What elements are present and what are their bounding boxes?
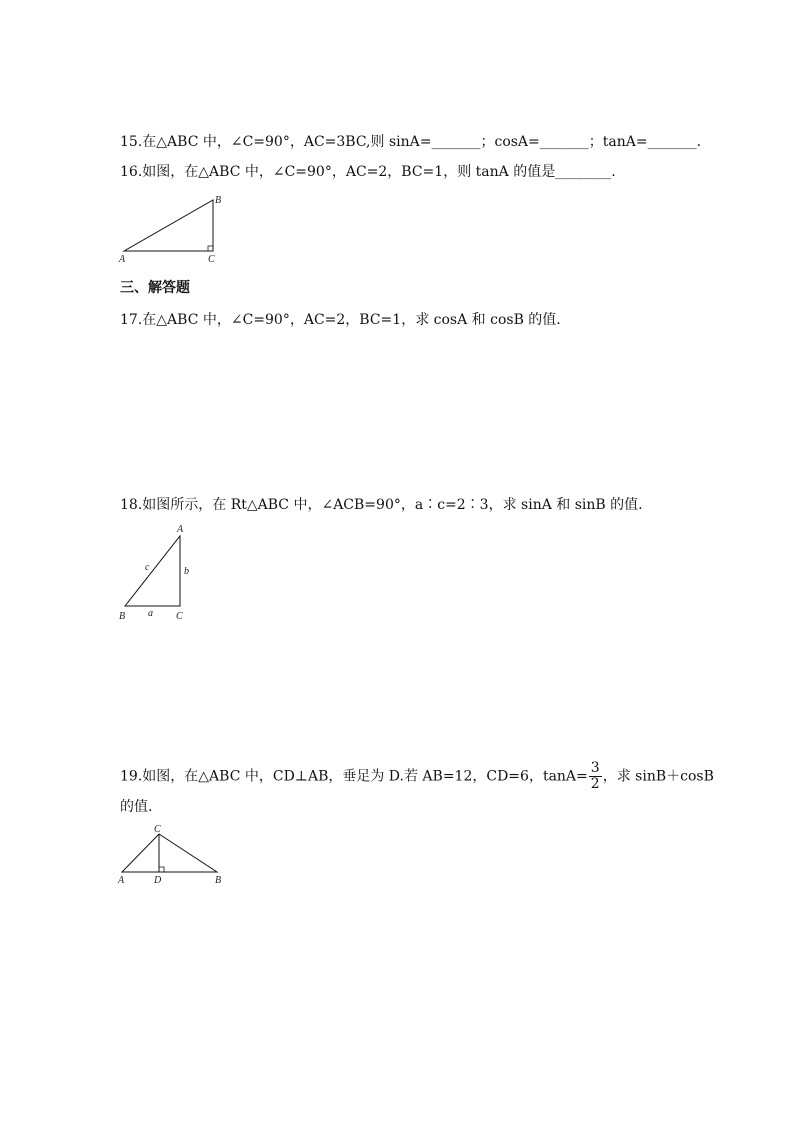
vertex-label-a: A [177, 524, 184, 535]
side-label-b: b [184, 566, 189, 577]
question-15: 15.在△ABC 中，∠C=90°，AC=3BC,则 sinA=_______；cosA=_______；tanA=_______. [120, 134, 702, 150]
foot-label-d: D [154, 875, 162, 886]
vertex-label-c: C [154, 824, 161, 835]
figure-q16-triangle [118, 193, 228, 265]
vertex-label-c: C [208, 254, 215, 265]
question-19-text-before: 19.如图，在△ABC 中，CD⊥AB，垂足为 D.若 AB=12，CD=6，tanA= [120, 768, 588, 785]
vertex-label-a: A [118, 875, 125, 886]
fraction-denominator: 2 [590, 776, 600, 792]
question-18: 18.如图所示，在 Rt△ABC 中，∠ACB=90°，a∶c=2∶3，求 sinA 和 sinB 的值. [120, 497, 643, 513]
vertex-label-c: C [176, 611, 183, 622]
vertex-label-b: B [215, 875, 222, 886]
figure-q18-triangle [117, 522, 197, 624]
question-19-text-after: ，求 sinB＋cosB [602, 768, 714, 785]
question-17: 17.在△ABC 中，∠C=90°，AC=2，BC=1，求 cosA 和 cosB 的值. [120, 312, 561, 328]
triangle-abc [122, 834, 217, 872]
side-label-a: a [148, 608, 153, 619]
figure-q19-triangle [117, 823, 227, 887]
vertex-label-a: A [119, 254, 126, 265]
question-16: 16.如图，在△ABC 中，∠C=90°，AC=2，BC=1，则 tanA 的值是________. [120, 164, 616, 180]
side-label-c: c [145, 562, 150, 573]
section-title: 三、解答题 [120, 280, 190, 296]
triangle-abc [124, 200, 213, 251]
tan-a-fraction [589, 761, 602, 792]
question-19 [120, 761, 714, 792]
fraction-numerator: 3 [590, 760, 600, 776]
question-19-line2: 的值. [120, 799, 153, 815]
triangle-abc [125, 536, 180, 606]
vertex-label-b: B [119, 611, 126, 622]
right-angle-mark [159, 867, 164, 872]
right-angle-mark [208, 246, 213, 251]
vertex-label-b: B [215, 195, 222, 206]
